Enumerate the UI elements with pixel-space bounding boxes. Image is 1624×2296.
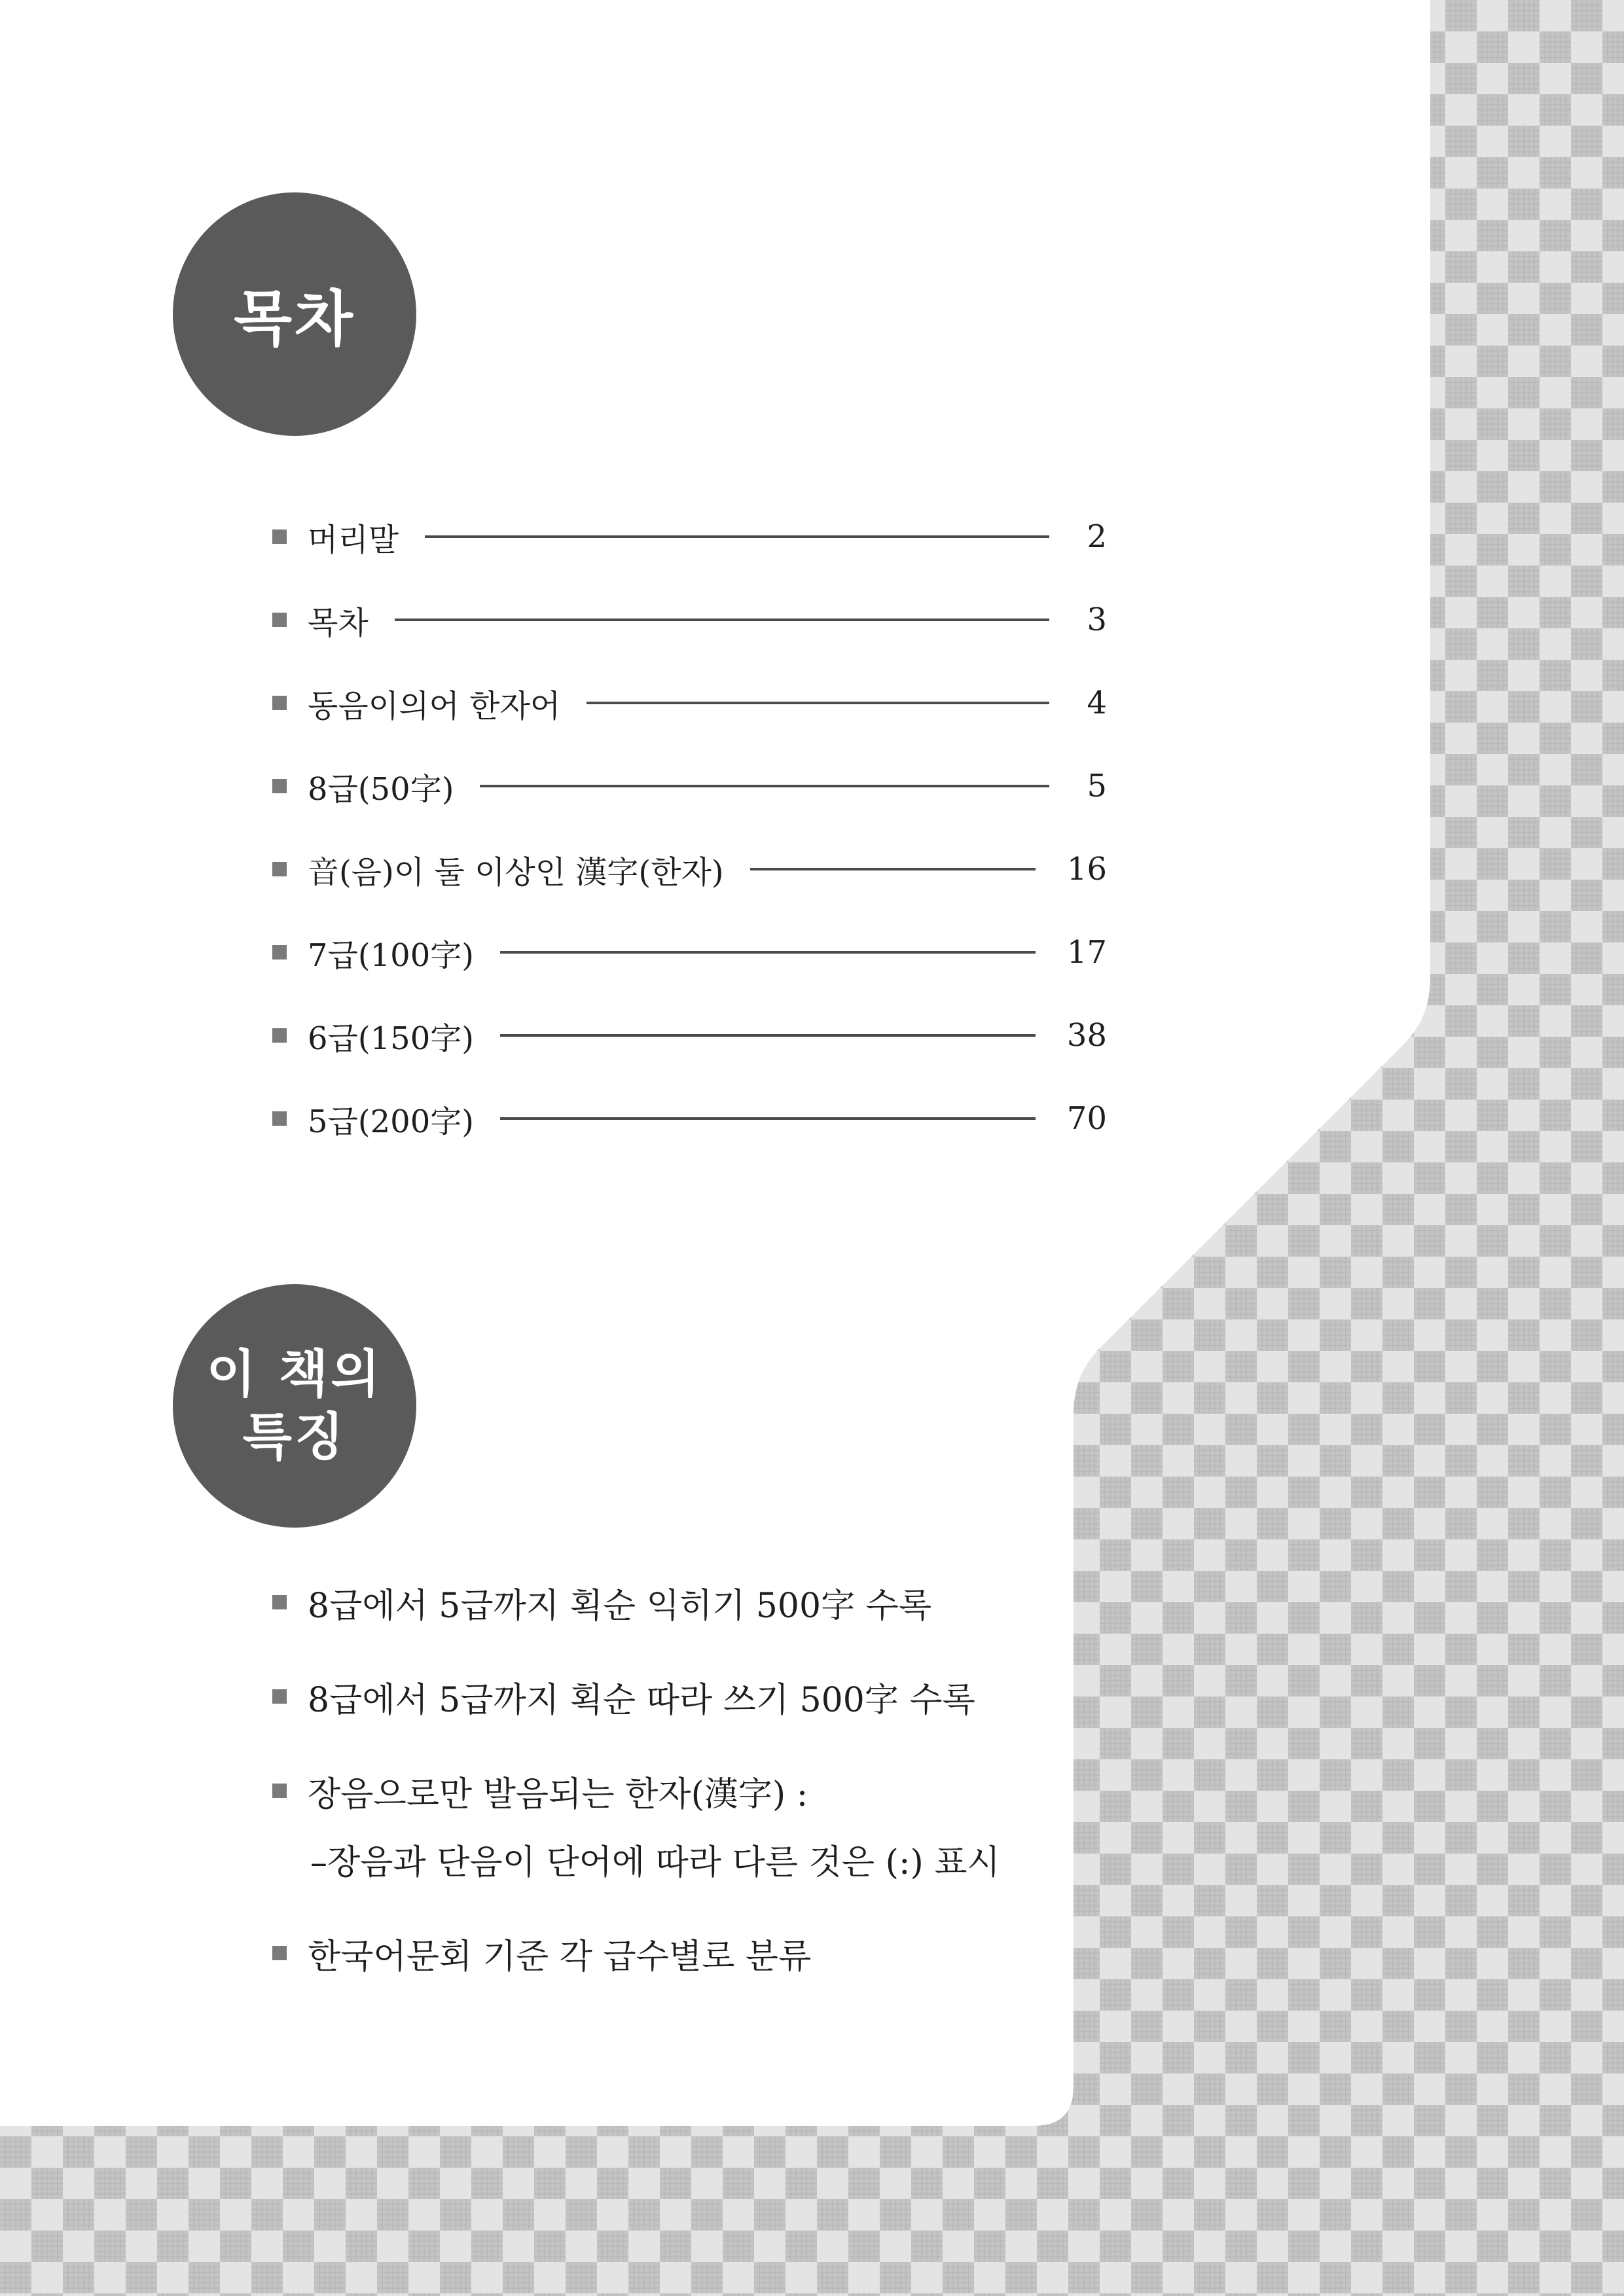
leader-line — [586, 702, 1049, 704]
leader-line — [425, 535, 1049, 538]
square-bullet-icon — [272, 1111, 287, 1126]
toc-page-number: 5 — [1087, 768, 1107, 804]
square-bullet-icon — [272, 779, 287, 793]
feature-subtext-line: –장음과 단음이 단어에 따라 다른 것은 (:) 표시 — [310, 1842, 1000, 1882]
toc-entry[interactable] — [272, 760, 1107, 812]
feature-text: 한국어문회 기준 각 급수별로 분류 — [308, 1937, 812, 1977]
toc-page-number: 38 — [1066, 1017, 1107, 1054]
toc-badge-title: 목차 — [234, 284, 355, 354]
toc-entry[interactable] — [272, 594, 1107, 646]
features-badge — [173, 1284, 416, 1528]
square-bullet-icon — [272, 1595, 287, 1609]
toc-entry-label: 7급(100字) — [308, 937, 474, 974]
toc-entry[interactable] — [272, 926, 1107, 978]
toc-entry-label: 音(음)이 둘 이상인 漢字(한자) — [308, 853, 724, 891]
square-bullet-icon — [272, 529, 287, 544]
feature-text: 8급에서 5급까지 획순 따라 쓰기 500字 수록 — [308, 1680, 975, 1720]
toc-entry[interactable] — [272, 1092, 1107, 1145]
square-bullet-icon — [272, 1946, 287, 1960]
square-bullet-icon — [272, 862, 287, 876]
toc-page-number: 17 — [1066, 934, 1107, 971]
square-bullet-icon — [272, 1784, 287, 1798]
toc-badge — [173, 192, 416, 436]
features-badge-line1: 이 책의 — [206, 1345, 383, 1404]
toc-entry-label: 6급(150字) — [308, 1020, 474, 1057]
toc-entry[interactable] — [272, 843, 1107, 895]
leader-line — [395, 619, 1049, 621]
square-bullet-icon — [272, 1028, 287, 1043]
feature-subtext — [310, 1833, 1000, 1885]
toc-page-number: 2 — [1087, 518, 1107, 555]
feature-text: 8급에서 5급까지 획순 익히기 500字 수록 — [308, 1586, 932, 1626]
toc-entry-label: 머리말 — [308, 521, 399, 558]
toc-entry[interactable] — [272, 511, 1107, 563]
leader-line — [750, 868, 1036, 870]
features-badge-line2: 특징 — [242, 1408, 347, 1467]
feature-text: 장음으로만 발음되는 한자(漢字) : — [308, 1774, 808, 1814]
square-bullet-icon — [272, 613, 287, 627]
toc-entry[interactable] — [272, 1009, 1107, 1062]
feature-item — [272, 1670, 975, 1723]
toc-page-number: 3 — [1087, 601, 1107, 638]
toc-entry-label: 목차 — [308, 604, 369, 641]
toc-entry-label: 8급(50字) — [308, 770, 454, 808]
toc-entry-label: 5급(200字) — [308, 1103, 474, 1140]
feature-item — [272, 1576, 931, 1628]
toc-entry[interactable] — [272, 677, 1107, 729]
toc-page-number: 16 — [1066, 851, 1107, 888]
toc-page-number: 4 — [1087, 685, 1107, 721]
leader-line — [480, 785, 1049, 787]
square-bullet-icon — [272, 696, 287, 710]
leader-line — [500, 1034, 1036, 1037]
leader-line — [500, 951, 1036, 954]
square-bullet-icon — [272, 945, 287, 960]
feature-item — [272, 1927, 811, 1979]
feature-item — [272, 1765, 808, 1817]
toc-entry-label: 동음이의어 한자어 — [308, 687, 561, 725]
square-bullet-icon — [272, 1689, 287, 1704]
toc-page-number: 70 — [1066, 1100, 1107, 1137]
leader-line — [500, 1117, 1036, 1120]
